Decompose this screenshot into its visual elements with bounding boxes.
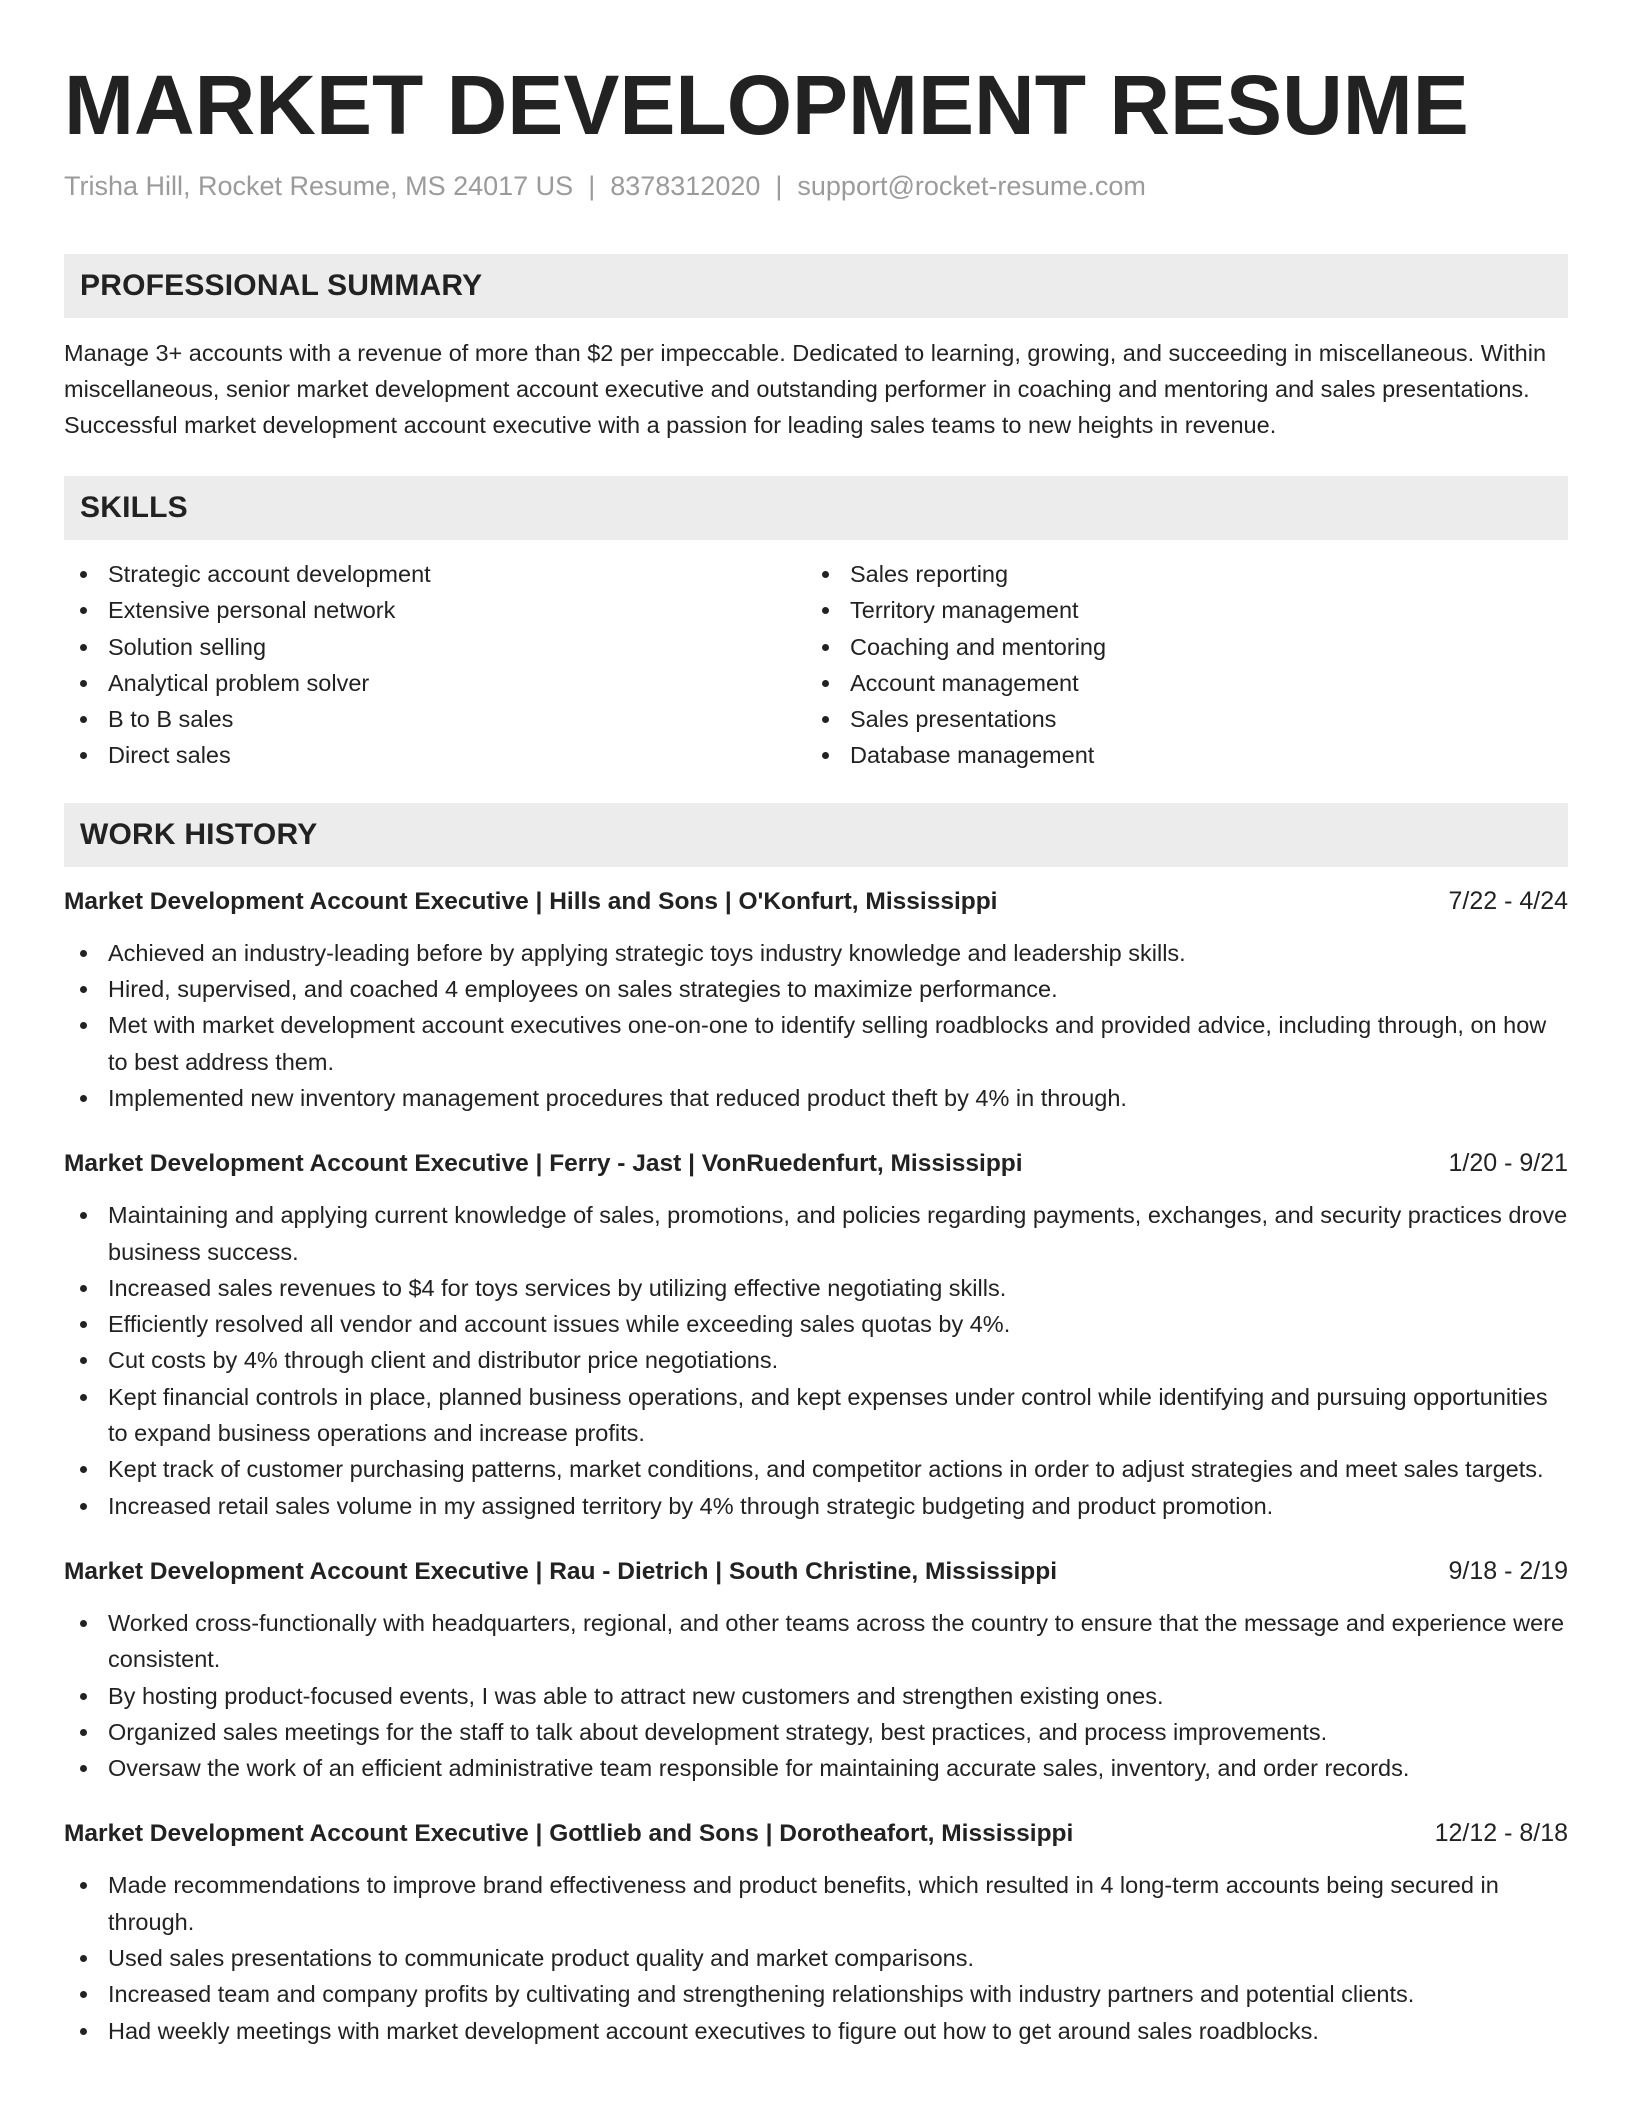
contact-line [64, 168, 1568, 204]
skill-item: Account management [806, 665, 1548, 701]
job-bullet: Used sales presentations to communicate product quality and market comparisons. [64, 1940, 1568, 1976]
job-bullet: Increased retail sales volume in my assigned territory by 4% through strategic budgeting and product promotion. [64, 1488, 1568, 1524]
job-bullet: Increased team and company profits by cultivating and strengthening relationships with industry partners and potential clients. [64, 1976, 1568, 2012]
job-bullet: Cut costs by 4% through client and distributor price negotiations. [64, 1342, 1568, 1378]
job-title: Market Development Account Executive | Gottlieb and Sons | Dorotheafort, Mississippi [64, 1820, 1074, 1848]
job-title: Market Development Account Executive | Rau - Dietrich | South Christine, Mississippi [64, 1557, 1058, 1585]
section-heading-summary: PROFESSIONAL SUMMARY [64, 254, 1568, 318]
job-bullet: Made recommendations to improve brand effectiveness and product benefits, which resulted in 4 long-term accounts being secured in through. [64, 1867, 1568, 1940]
job-bullet: Had weekly meetings with market development account executives to figure out how to get around sales roadblocks. [64, 2013, 1568, 2049]
job-bullet: Achieved an industry-leading before by applying strategic toys industry knowledge and leadership skills. [64, 935, 1568, 971]
job-dates: 9/18 - 2/19 [1448, 1556, 1568, 1585]
job-bullet: Increased sales revenues to $4 for toys services by utilizing effective negotiating skills. [64, 1270, 1568, 1306]
skill-item: Sales reporting [806, 556, 1548, 592]
skill-item: Solution selling [64, 629, 806, 665]
contact-separator: | [775, 171, 783, 201]
contact-phone: 8378312020 [610, 171, 761, 201]
skill-item: Territory management [806, 592, 1548, 628]
summary-text: Manage 3+ accounts with a revenue of more than $2 per impeccable. Dedicated to learning, growing, and succeeding in miscellaneous. Within miscellaneous, senior market development account executive and outstanding performer in coaching and mentoring and sales presentations. Successful market development account executive with a passion for leading sales teams to new heights in revenue. [64, 340, 1547, 438]
skill-item: Direct sales [64, 737, 806, 773]
resume-title: MARKET DEVELOPMENT RESUME [64, 58, 1469, 152]
job-bullet: Hired, supervised, and coached 4 employees on sales strategies to maximize performance. [64, 971, 1568, 1007]
job-bullet: Implemented new inventory management procedures that reduced product theft by 4% in through. [64, 1080, 1568, 1116]
skills-column-left [64, 556, 806, 774]
job-entry [64, 883, 1568, 1116]
skill-item: Database management [806, 737, 1548, 773]
job-dates: 7/22 - 4/24 [1448, 886, 1568, 915]
job-header [64, 1815, 1568, 1852]
job-bullet: Oversaw the work of an efficient administrative team responsible for maintaining accurate sales, inventory, and order records. [64, 1750, 1568, 1786]
section-heading-work-history: WORK HISTORY [64, 803, 1568, 867]
skills-column-right [806, 556, 1548, 774]
job-bullets [64, 935, 1568, 1116]
skill-item: B to B sales [64, 701, 806, 737]
job-header [64, 883, 1568, 920]
job-entry [64, 1553, 1568, 1786]
job-entry [64, 1815, 1568, 2048]
skill-item: Analytical problem solver [64, 665, 806, 701]
skills-grid [64, 556, 1568, 774]
job-bullet: Maintaining and applying current knowledge of sales, promotions, and policies regarding payments, exchanges, and security practices drove business success. [64, 1197, 1568, 1270]
contact-address: Trisha Hill, Rocket Resume, MS 24017 US [64, 171, 574, 201]
job-header [64, 1145, 1568, 1182]
job-bullet: Met with market development account executives one-on-one to identify selling roadblocks and provided advice, including through, on how to best address them. [64, 1007, 1568, 1080]
skill-item: Coaching and mentoring [806, 629, 1548, 665]
contact-separator: | [588, 171, 596, 201]
job-bullet: Worked cross-functionally with headquarters, regional, and other teams across the country to ensure that the message and experience were consistent. [64, 1605, 1568, 1678]
skill-item: Extensive personal network [64, 592, 806, 628]
job-bullet: Kept financial controls in place, planned business operations, and kept expenses under control while identifying and pursuing opportunities to expand business operations and increase profits. [64, 1379, 1568, 1452]
job-dates: 12/12 - 8/18 [1434, 1819, 1568, 1848]
job-bullet: Efficiently resolved all vendor and account issues while exceeding sales quotas by 4%. [64, 1306, 1568, 1342]
job-header [64, 1553, 1568, 1590]
job-dates: 1/20 - 9/21 [1448, 1149, 1568, 1178]
job-bullet: Kept track of customer purchasing patterns, market conditions, and competitor actions in order to adjust strategies and meet sales targets. [64, 1451, 1568, 1487]
job-bullet: Organized sales meetings for the staff to talk about development strategy, best practices, and process improvements. [64, 1714, 1568, 1750]
job-bullets [64, 1867, 1568, 2048]
job-bullets [64, 1605, 1568, 1786]
job-title: Market Development Account Executive | Hills and Sons | O'Konfurt, Mississippi [64, 887, 998, 915]
job-entry [64, 1145, 1568, 1524]
job-title: Market Development Account Executive | Ferry - Jast | VonRuedenfurt, Mississippi [64, 1150, 1023, 1178]
contact-email: support@rocket-resume.com [797, 171, 1146, 201]
skill-item: Strategic account development [64, 556, 806, 592]
section-heading-skills: SKILLS [64, 476, 1568, 540]
skill-item: Sales presentations [806, 701, 1548, 737]
job-bullets [64, 1197, 1568, 1524]
job-bullet: By hosting product-focused events, I was able to attract new customers and strengthen existing ones. [64, 1678, 1568, 1714]
